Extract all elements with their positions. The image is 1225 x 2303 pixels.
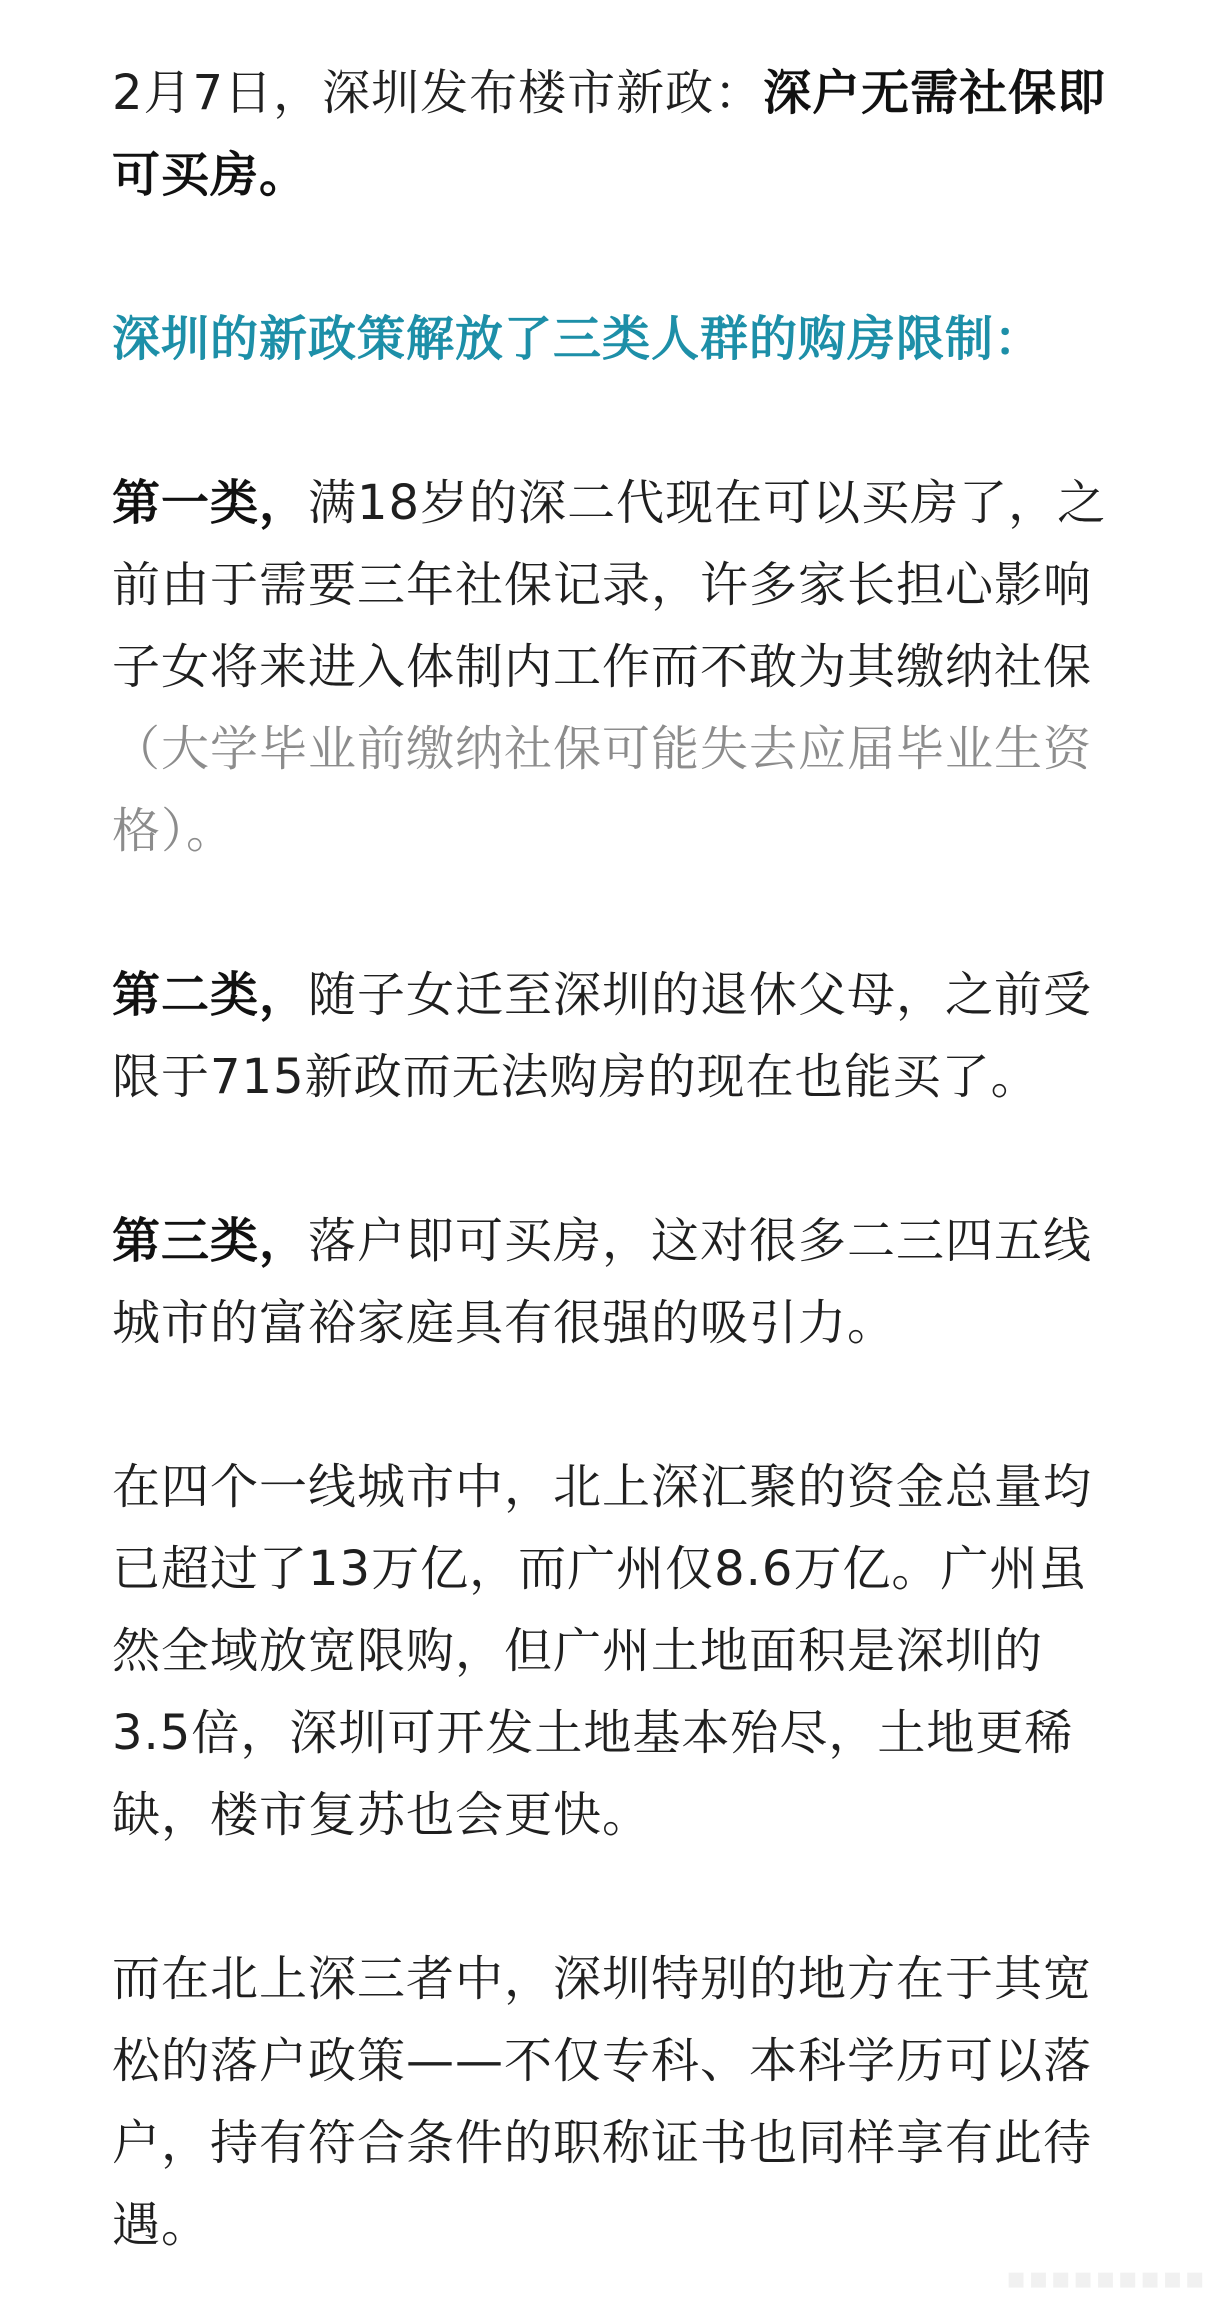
paragraph-hukou: 而在北上深三者中，深圳特别的地方在于其宽松的落户政策——不仅专科、本科学历可以落户，持有符合条件的职称证书也同样享有此待遇。 [112, 1951, 1093, 2253]
category-1-label: 第一类， [112, 475, 309, 531]
paragraph-category-2 [112, 954, 1122, 1118]
paragraph-gap [112, 1856, 1122, 1938]
section-subheading: 深圳的新政策解放了三类人群的购房限制： [112, 311, 1044, 367]
category-3-text: 落户即可买房，这对很多二三四五线城市的富裕家庭具有很强的吸引力。 [112, 1213, 1093, 1351]
category-1-text: 满18岁的深二代现在可以买房了，之前由于需要三年社保记录，许多家长担心影响子女将来进入体制内工作而不敢为其缴纳社保 [112, 475, 1107, 695]
watermark: ▪▪▪▪▪▪▪▪▪ [1006, 2261, 1207, 2296]
category-2-text: 随子女迁至深圳的退休父母，之前受限于715新政而无法购房的现在也能买了。 [112, 967, 1093, 1105]
intro-lead-text: 2月7日，深圳发布楼市新政： [112, 65, 764, 121]
paragraph-gap [112, 1364, 1122, 1446]
category-3-label: 第三类， [112, 1213, 309, 1269]
paragraph-gap [112, 1118, 1122, 1200]
paragraph-gap [112, 216, 1122, 298]
paragraph-category-1 [112, 462, 1122, 872]
paragraph-gap [112, 380, 1122, 462]
category-2-label: 第二类， [112, 967, 309, 1023]
article-body [112, 52, 1122, 2266]
paragraph-funds: 在四个一线城市中，北上深汇聚的资金总量均已超过了13万亿，而广州仅8.6万亿。广州虽然全域放宽限购，但广州土地面积是深圳的3.5倍，深圳可开发土地基本殆尽，土地更稀缺，楼市复苏也会更快。 [112, 1459, 1093, 1843]
paragraph-category-3 [112, 1200, 1122, 1364]
paragraph-intro [112, 52, 1122, 216]
paragraph-gap [112, 872, 1122, 954]
intro-emphasis-text: 深户无需社保即可买房。 [112, 65, 1107, 203]
category-1-note: （大学毕业前缴纳社保可能失去应届毕业生资格）。 [112, 721, 1093, 859]
